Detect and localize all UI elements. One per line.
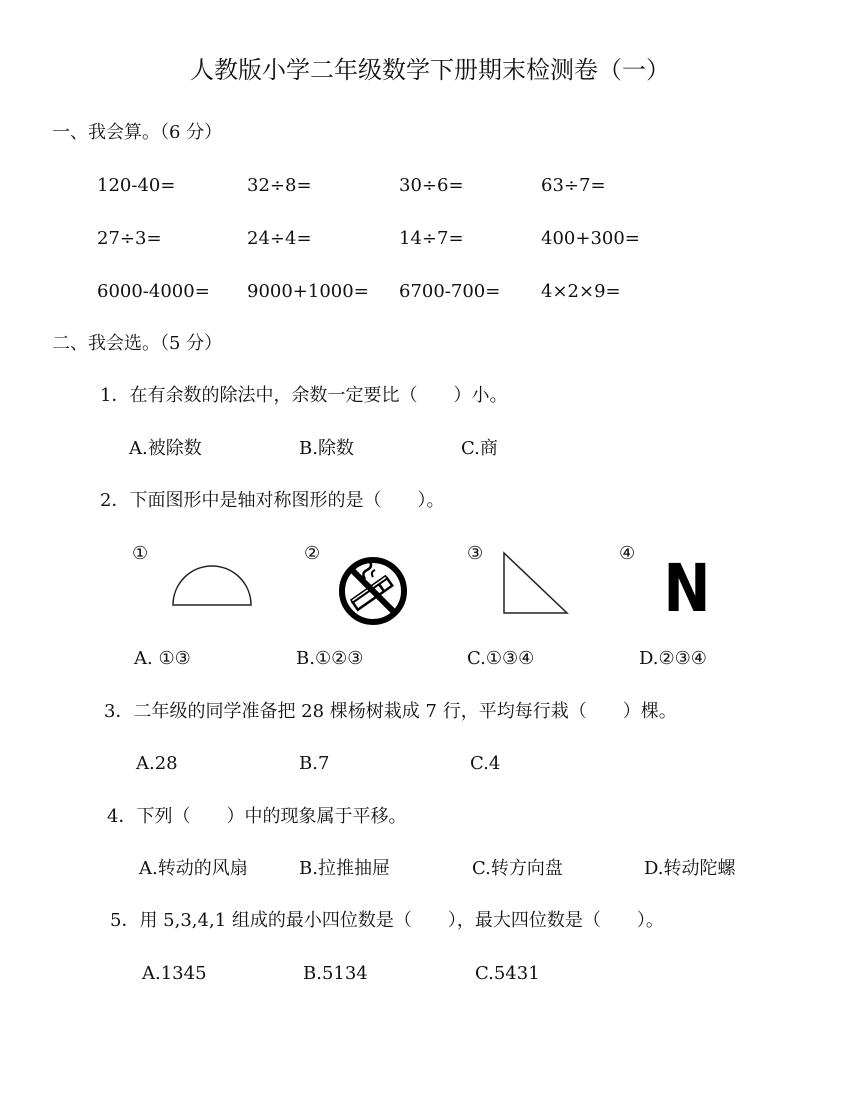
right-triangle-icon <box>501 550 571 616</box>
letter-n-icon <box>664 556 710 614</box>
calc-item: 14÷7= <box>399 228 464 249</box>
calc-item: 400+300= <box>541 228 640 249</box>
option: A. ①③ <box>134 648 191 669</box>
option: A.转动的风扇 <box>139 858 248 879</box>
option: A.28 <box>136 753 178 774</box>
semicircle-icon <box>170 560 254 608</box>
calc-item: 6000-4000= <box>97 281 210 302</box>
question-5: 5．用 5,3,4,1 组成的最小四位数是（ ），最大四位数是（ ）。 <box>110 910 664 931</box>
calc-item: 32÷8= <box>247 175 312 196</box>
calc-item: 120-40= <box>97 175 176 196</box>
option: C.商 <box>461 438 498 459</box>
option: B.①②③ <box>296 648 364 669</box>
calc-item: 4×2×9= <box>541 281 621 302</box>
option: C.5431 <box>475 963 540 984</box>
no-smoking-icon <box>337 555 409 627</box>
calc-item: 63÷7= <box>541 175 606 196</box>
option: B.5134 <box>303 963 368 984</box>
option: C.转方向盘 <box>472 858 563 879</box>
option: B.拉推抽屉 <box>299 858 390 879</box>
figure-label: ① <box>132 543 149 564</box>
question-2: 2．下面图形中是轴对称图形的是（ ）。 <box>100 490 445 511</box>
calc-item: 9000+1000= <box>247 281 369 302</box>
page-title: 人教版小学二年级数学下册期末检测卷（一） <box>190 56 670 84</box>
calc-item: 24÷4= <box>247 228 312 249</box>
calc-item: 6700-700= <box>399 281 501 302</box>
question-1: 1．在有余数的除法中，余数一定要比（ ）小。 <box>100 385 508 406</box>
option: D.转动陀螺 <box>644 858 736 879</box>
option: D.②③④ <box>639 648 707 669</box>
figure-label: ③ <box>467 543 484 564</box>
figure-label: ② <box>304 543 321 564</box>
figure-label: ④ <box>619 543 636 564</box>
option: C.4 <box>470 753 501 774</box>
option: B.除数 <box>299 438 354 459</box>
option: A.1345 <box>142 963 207 984</box>
section2-heading: 二、我会选。（5 分） <box>52 333 223 354</box>
letter-n-text: N <box>664 556 710 614</box>
calc-item: 27÷3= <box>97 228 162 249</box>
section1-heading: 一、我会算。（6 分） <box>52 122 223 143</box>
question-4: 4．下列（ ）中的现象属于平移。 <box>107 806 407 827</box>
calc-item: 30÷6= <box>399 175 464 196</box>
option: B.7 <box>299 753 330 774</box>
option: C.①③④ <box>467 648 535 669</box>
option: A.被除数 <box>129 438 202 459</box>
question-3: 3．二年级的同学准备把 28 棵杨树栽成 7 行，平均每行栽（ ）棵。 <box>104 701 677 722</box>
